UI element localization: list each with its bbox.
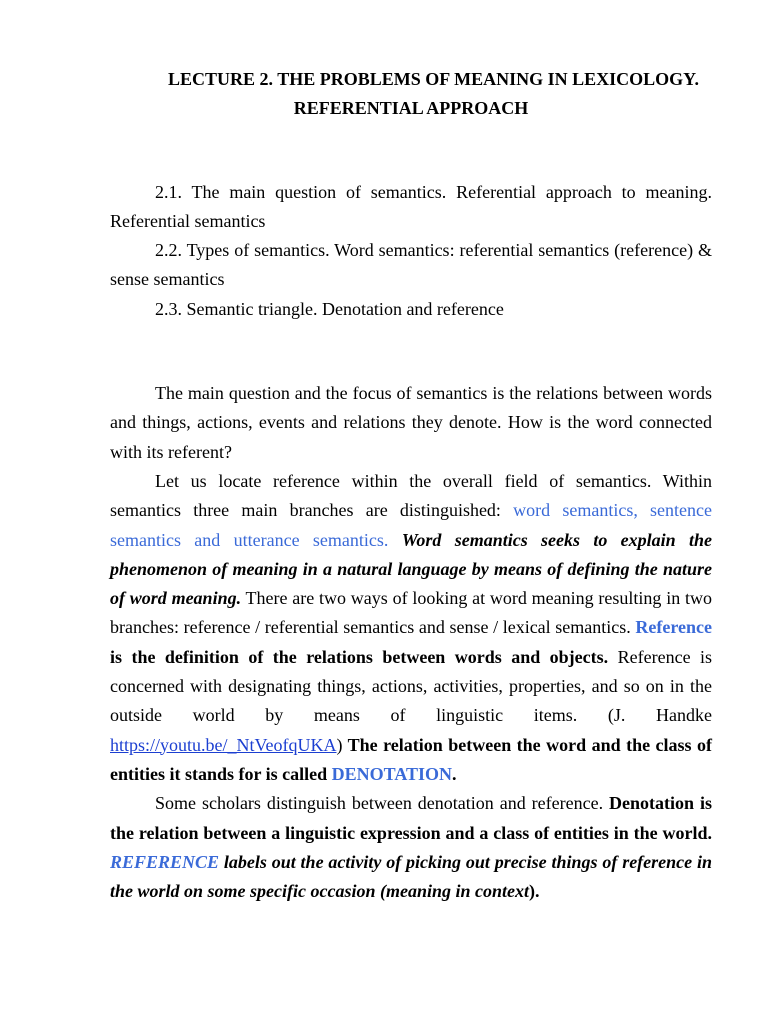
definition-run: Denotation is the relation between a linguistic expression and a class of entities in the world.	[110, 793, 712, 843]
definition-run: .	[452, 763, 457, 784]
outline-item-2-2: 2.2. Types of semantics. Word semantics: referential semantics (reference) & sense semantics	[110, 240, 712, 290]
emphasis-run: labels out the activity of picking out precise things of reference in the world on some specific occasion (meaning in context	[110, 851, 712, 902]
highlighted-term: Reference	[635, 617, 712, 638]
youtube-link[interactable]: https://youtu.be/_NtVeofqUKA	[110, 734, 337, 755]
lecture-title-line-2: REFERENTIAL APPROACH	[293, 98, 529, 119]
highlighted-term: REFERENCE	[110, 851, 220, 872]
lecture-outline	[110, 178, 712, 324]
body-paragraph-1	[110, 379, 712, 467]
highlighted-term: word semantics, sentence semantics and utterance semantics.	[110, 500, 713, 550]
outline-item-2-3: 2.3. Semantic triangle. Denotation and reference	[155, 298, 504, 319]
text-run: Let us locate reference within the overall field of semantics. Within semantics three main branches are distinguished:	[110, 470, 712, 521]
text-run: Some scholars distinguish between denotation and reference.	[155, 793, 610, 814]
outline-item-2-1: 2.1. The main question of semantics. Referential approach to meaning. Referential semantics	[110, 181, 712, 231]
lecture-body	[110, 379, 712, 906]
definition-run: The relation between the word and the class of entities it stands for is called	[110, 734, 712, 784]
text-run: The main question and the focus of semantics is the relations between words and things, actions, events and relations they denote. How is the word connected with its referent?	[110, 383, 712, 462]
lecture-title	[110, 65, 712, 124]
body-paragraph-3	[110, 789, 712, 906]
text-run: )	[336, 734, 343, 755]
emphasis-run: Word semantics seeks to explain the phenomenon of meaning in a natural language by means of defining the nature of word meaning.	[110, 529, 712, 609]
definition-run: is the definition of the relations between words and objects.	[110, 646, 609, 667]
definition-run: ).	[529, 881, 540, 902]
text-run: There are two ways of looking at word meaning resulting in two branches: reference / referential semantics and sense / lexical semantics.	[110, 588, 712, 638]
text-run: Reference is concerned with designating things, actions, activities, properties, and so on in the outside world by means of linguistic items. (J. Handke	[110, 646, 713, 726]
body-paragraph-2	[110, 467, 712, 789]
highlighted-term: DENOTATION	[331, 763, 453, 784]
lecture-title-line-1: LECTURE 2. THE PROBLEMS OF MEANING IN LEXICOLOGY.	[168, 69, 699, 89]
